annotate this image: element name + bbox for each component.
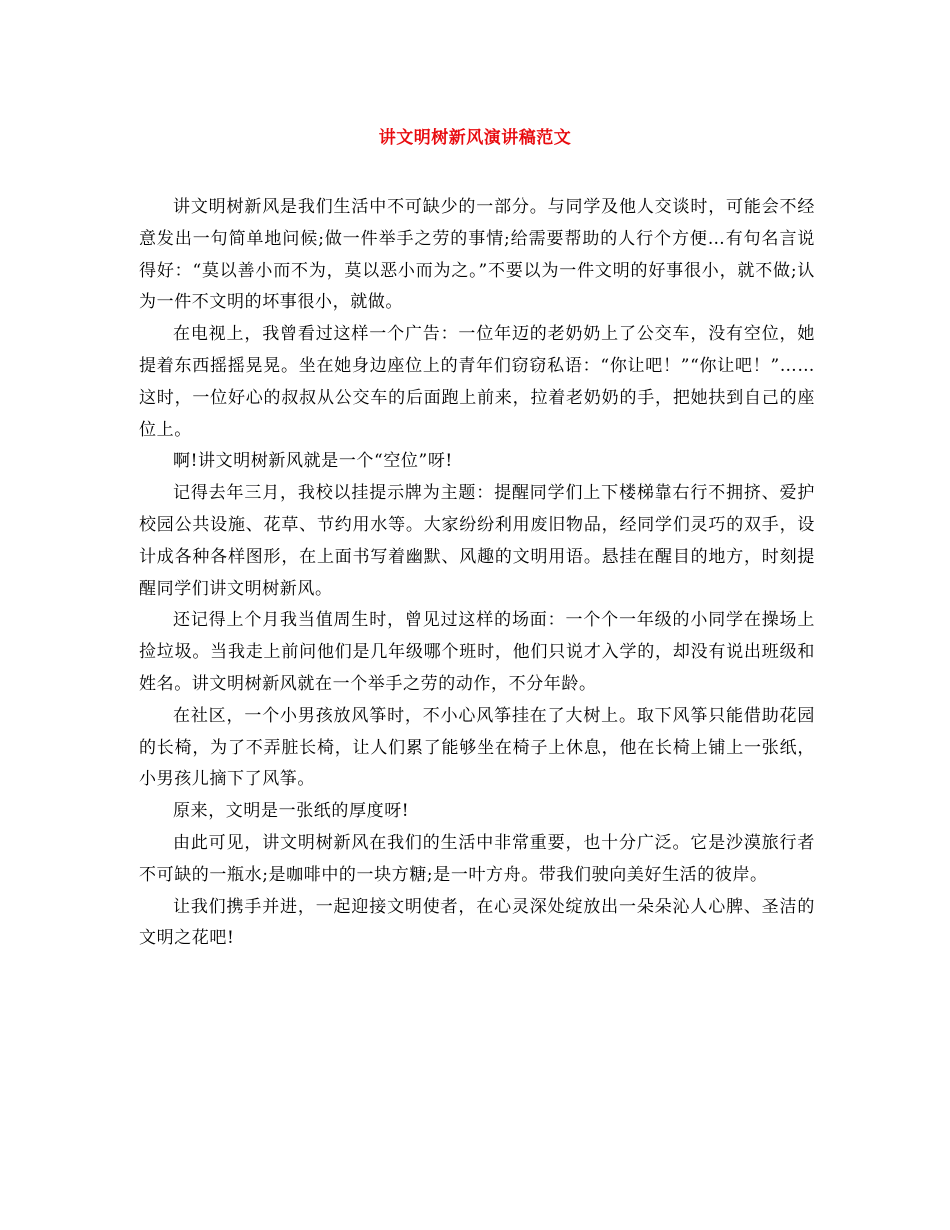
paragraph-7: 原来，文明是一张纸的厚度呀! — [173, 801, 410, 822]
document-body — [139, 192, 815, 955]
document-title: 讲文明树新风演讲稿范文 — [378, 128, 572, 148]
paragraph-9: 让我们携手并进，一起迎接文明使者，在心灵深处绽放出一朵朵沁人心脾、圣洁的文明之花吧! — [139, 896, 815, 949]
paragraph-6: 在社区，一个小男孩放风筝时，不小心风筝挂在了大树上。取下风筝只能借助花园的长椅，为了不弄脏长椅，让人们累了能够坐在椅子上休息，他在长椅上铺上一张纸，小男孩儿摘下了风筝。 — [139, 705, 815, 790]
paragraph-2: 在电视上，我曾看过这样一个广告：一位年迈的老奶奶上了公交车，没有空位，她提着东西摇摇晃晃。坐在她身边座位上的青年们窃窃私语：“你让吧！”“你让吧！”……这时，一位好心的叔叔从公交车的后面跑上前来，拉着老奶奶的手，把她扶到自己的座位上。 — [139, 324, 815, 440]
paragraph-3: 啊!讲文明树新风就是一个“空位”呀! — [173, 451, 453, 472]
paragraph-8: 由此可见，讲文明树新风在我们的生活中非常重要，也十分广泛。它是沙漠旅行者不可缺的一瓶水;是咖啡中的一块方糖;是一叶方舟。带我们驶向美好生活的彼岸。 — [139, 832, 815, 885]
paragraph-1: 讲文明树新风是我们生活中不可缺少的一部分。与同学及他人交谈时，可能会不经意发出一句简单地问候;做一件举手之劳的事情;给需要帮助的人行个方便…有句名言说得好：“莫以善小而不为，莫以恶小而为之。”不要以为一件文明的好事很小，就不做;认为一件不文明的坏事很小，就做。 — [139, 197, 815, 313]
paragraph-5: 还记得上个月我当值周生时，曾见过这样的场面：一个个一年级的小同学在操场上捡垃圾。当我走上前问他们是几年级哪个班时，他们只说才入学的，却没有说出班级和姓名。讲文明树新风就在一个举手之劳的动作，不分年龄。 — [139, 610, 815, 694]
paragraph-4: 记得去年三月，我校以挂提示牌为主题：提醒同学们上下楼梯靠右行不拥挤、爱护校园公共设施、花草、节约用水等。大家纷纷利用废旧物品，经同学们灵巧的双手，设计成各种各样图形，在上面书写着幽默、风趣的文明用语。悬挂在醒目的地方，时刻提醒同学们讲文明树新风。 — [139, 483, 815, 599]
